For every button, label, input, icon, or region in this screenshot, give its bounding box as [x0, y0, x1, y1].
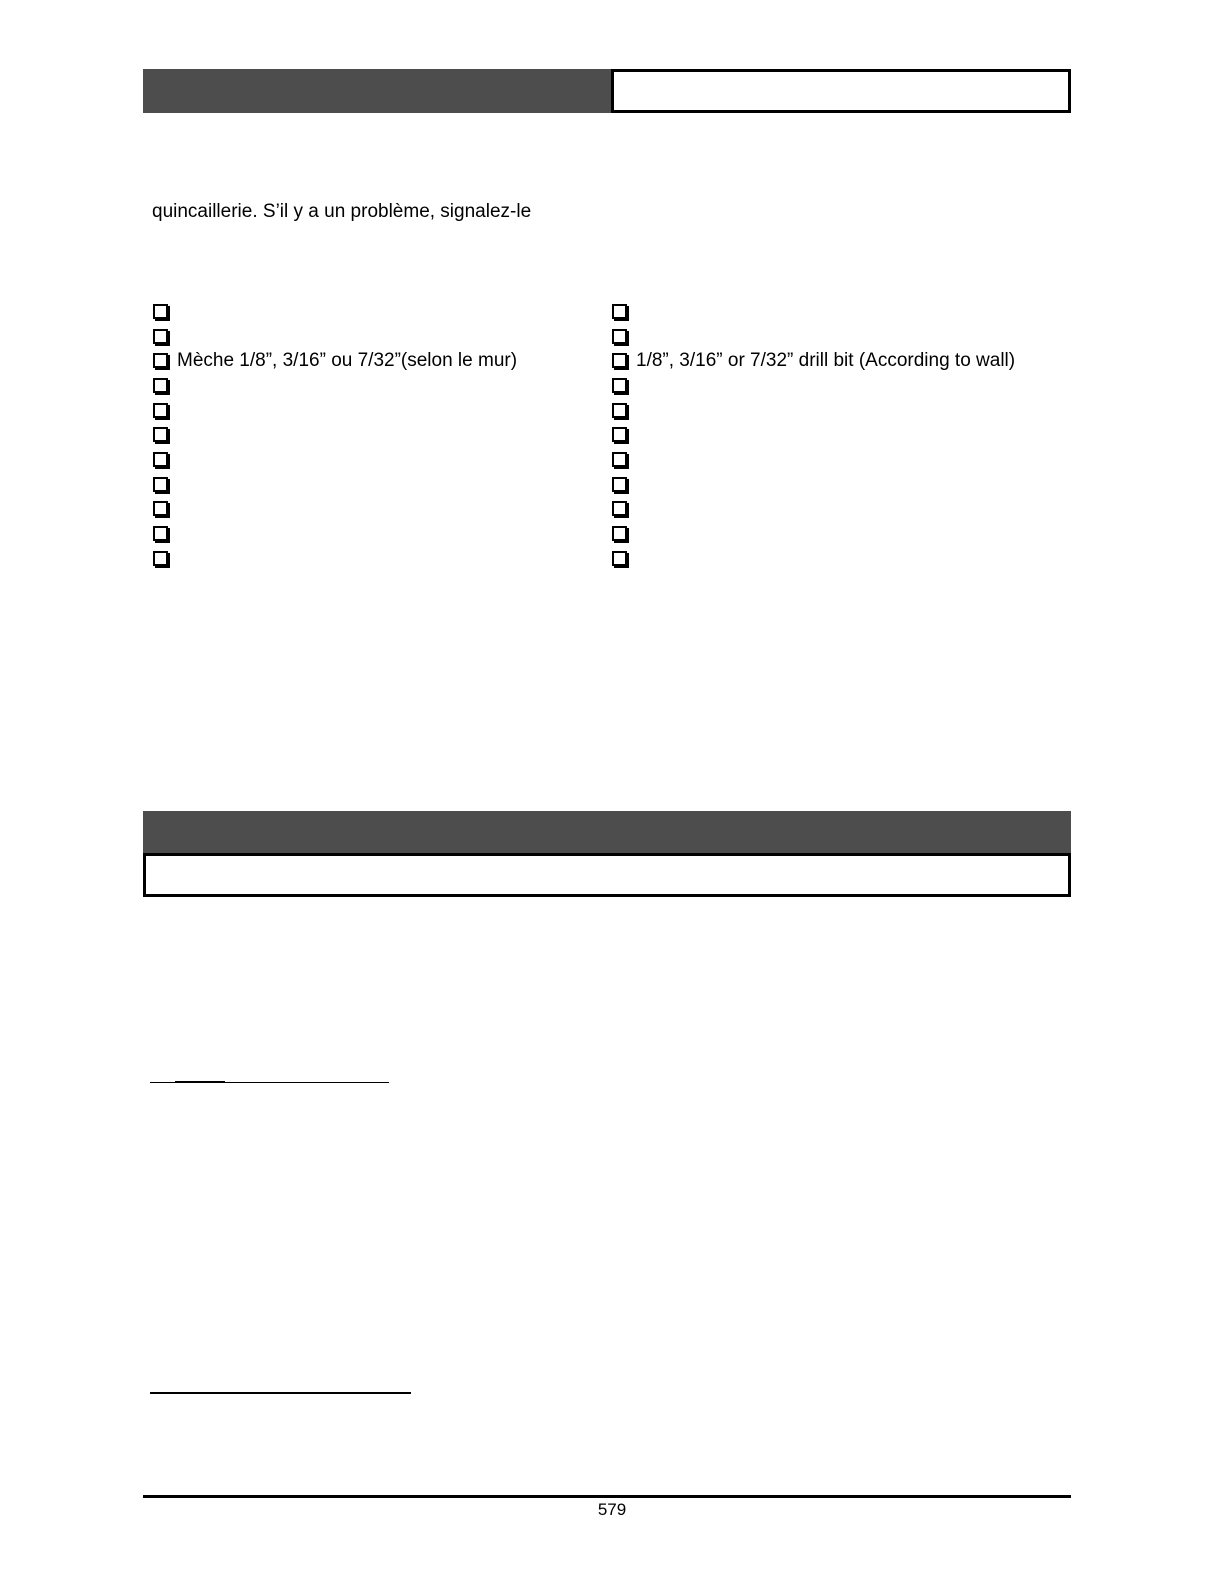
- checkbox-icon: [612, 452, 627, 467]
- intro-text: quincaillerie. S’il y a un problème, signalez-le: [152, 201, 532, 222]
- checkbox-icon: [612, 353, 627, 368]
- checklist-item: [612, 373, 1015, 398]
- checklist-item: [153, 348, 517, 373]
- checkbox-icon: [612, 329, 627, 344]
- checklist-item: [612, 422, 1015, 447]
- checklist-item: [153, 324, 517, 349]
- checkbox-icon: [153, 501, 168, 516]
- checkbox-icon: [612, 551, 627, 566]
- checklist-item-label: 1/8”, 3/16” or 7/32” drill bit (According to wall): [636, 349, 1016, 371]
- checklist-item-label: Mèche 1/8”, 3/16” ou 7/32”(selon le mur): [177, 349, 518, 371]
- checklist-item: [153, 422, 517, 447]
- checkbox-icon: [612, 501, 627, 516]
- checkbox-icon: [153, 353, 168, 368]
- checklist-item: [153, 398, 517, 423]
- checklist-english: [612, 299, 1015, 571]
- checklist-item: [612, 348, 1015, 373]
- checklist-item: [153, 497, 517, 522]
- section-header-bar-dark: [143, 811, 1071, 855]
- checkbox-icon: [153, 452, 168, 467]
- checklist-item: [612, 497, 1015, 522]
- signature-line: [150, 1392, 411, 1394]
- signature-line-accent: [175, 1081, 225, 1083]
- checklist-item: [612, 521, 1015, 546]
- checkbox-icon: [153, 329, 168, 344]
- checkbox-icon: [153, 526, 168, 541]
- checkbox-icon: [612, 477, 627, 492]
- checkbox-icon: [153, 551, 168, 566]
- checkbox-icon: [153, 477, 168, 492]
- checkbox-icon: [612, 403, 627, 418]
- checkbox-icon: [612, 378, 627, 393]
- checkbox-icon: [612, 526, 627, 541]
- checklist-item: [612, 546, 1015, 571]
- checklist-item: [153, 299, 517, 324]
- footer-rule: [143, 1495, 1071, 1498]
- checklist-item: [612, 472, 1015, 497]
- checklist-item: [612, 324, 1015, 349]
- section-title-box: [143, 853, 1071, 897]
- checkbox-icon: [612, 304, 627, 319]
- checklist-item: [153, 447, 517, 472]
- checklist-french: [153, 299, 517, 571]
- checklist-item: [612, 447, 1015, 472]
- checkbox-icon: [153, 304, 168, 319]
- checkbox-icon: [153, 427, 168, 442]
- checklist-item: [153, 472, 517, 497]
- header-bar-dark: [143, 69, 612, 113]
- checklist-item: [612, 398, 1015, 423]
- checklist-item: [153, 373, 517, 398]
- checklist-item: [612, 299, 1015, 324]
- page-number: 579: [597, 1500, 627, 1519]
- checklist-item: [153, 546, 517, 571]
- checkbox-icon: [612, 427, 627, 442]
- checklist-item: [153, 521, 517, 546]
- header-title-box: [611, 69, 1071, 113]
- checkbox-icon: [153, 378, 168, 393]
- checkbox-icon: [153, 403, 168, 418]
